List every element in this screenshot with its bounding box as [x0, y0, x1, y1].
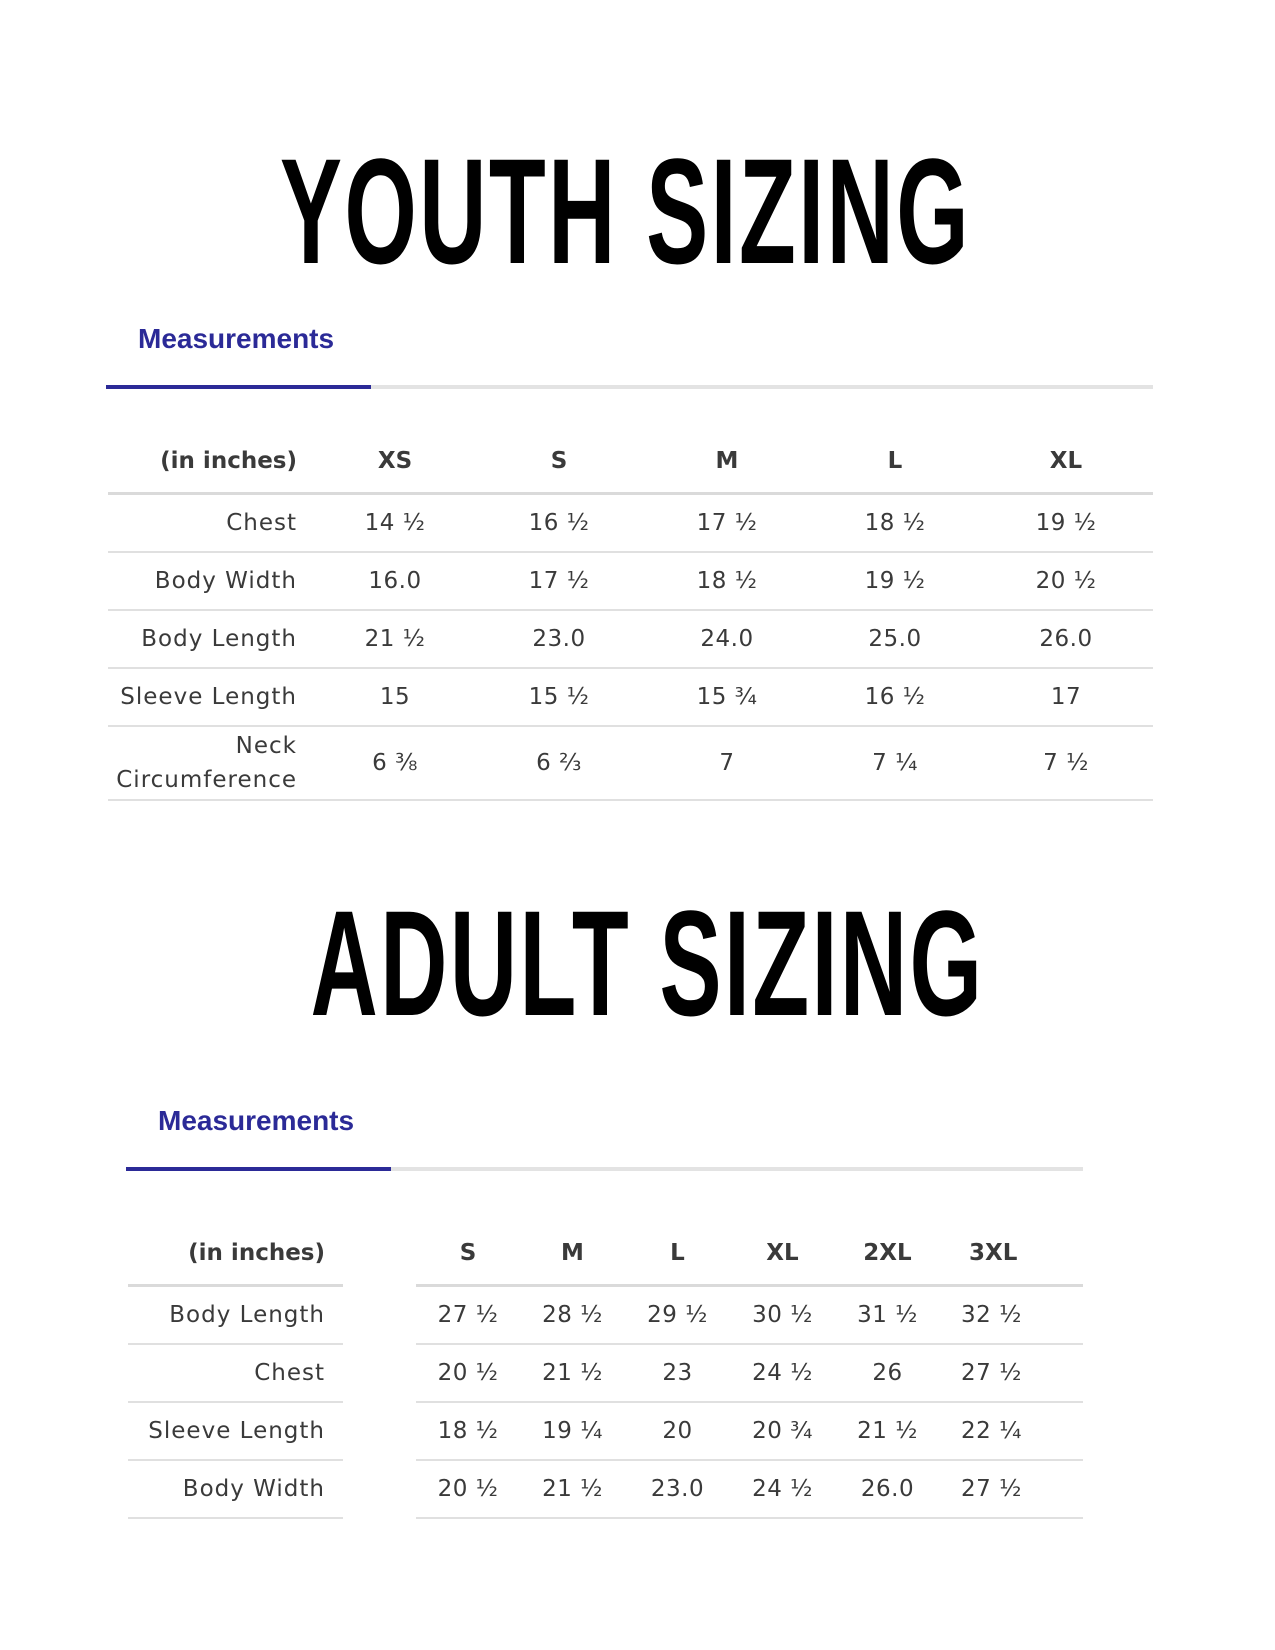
size-header-xl: XL [730, 1222, 835, 1286]
row-label: Sleeve Length [128, 1402, 343, 1460]
size-header-m: M [520, 1222, 625, 1286]
size-header-l: L [811, 430, 979, 494]
table-cell: 26 [835, 1344, 940, 1402]
table-cell: 24.0 [643, 610, 811, 668]
table-header-row [108, 430, 1153, 494]
youth-active-tab-indicator [106, 385, 371, 389]
size-header-xl: XL [979, 430, 1153, 494]
table-cell: 7 ½ [979, 726, 1153, 800]
table-cell: 21 ½ [520, 1460, 625, 1518]
row-label: Body Length [108, 610, 315, 668]
size-header-xs: XS [315, 430, 475, 494]
table-cell: 26.0 [979, 610, 1153, 668]
table-cell: 26.0 [835, 1460, 940, 1518]
table-cell: 21 ½ [520, 1344, 625, 1402]
row-label: Chest [128, 1344, 343, 1402]
youth-sizing-title: YOUTH SIZING [279, 127, 972, 295]
row-label: Body Width [128, 1460, 343, 1518]
table-cell: 17 [979, 668, 1153, 726]
unit-header: (in inches) [128, 1222, 343, 1286]
table-cell: 21 ½ [835, 1402, 940, 1460]
table-cell: 16.0 [315, 552, 475, 610]
table-row [108, 610, 1153, 668]
youth-measurements-tab[interactable]: Measurements [138, 323, 335, 354]
spacer [343, 1402, 416, 1460]
table-cell: 27 ½ [416, 1286, 520, 1345]
youth-size-table [108, 430, 1153, 801]
table-cell: 6 ⅔ [475, 726, 643, 800]
table-cell: 30 ½ [730, 1286, 835, 1345]
table-cell: 31 ½ [835, 1286, 940, 1345]
table-row [128, 1460, 1083, 1518]
table-row [108, 552, 1153, 610]
size-header-s: S [416, 1222, 520, 1286]
table-cell: 23.0 [625, 1460, 730, 1518]
spacer [343, 1286, 416, 1345]
table-row [108, 726, 1153, 800]
table-cell: 7 [643, 726, 811, 800]
table-cell: 27 ½ [940, 1344, 1083, 1402]
table-cell: 7 ¼ [811, 726, 979, 800]
table-row [108, 494, 1153, 553]
table-header-row [128, 1222, 1083, 1286]
table-cell: 24 ½ [730, 1344, 835, 1402]
row-label: Chest [108, 494, 315, 553]
table-row [128, 1402, 1083, 1460]
table-cell: 28 ½ [520, 1286, 625, 1345]
table-cell: 15 ¾ [643, 668, 811, 726]
table-cell: 14 ½ [315, 494, 475, 553]
spacer [343, 1222, 416, 1286]
adult-active-tab-indicator [126, 1167, 391, 1171]
size-header-s: S [475, 430, 643, 494]
table-cell: 24 ½ [730, 1460, 835, 1518]
table-cell: 20 ½ [416, 1460, 520, 1518]
table-cell: 6 ⅜ [315, 726, 475, 800]
table-cell: 20 ½ [416, 1344, 520, 1402]
adult-tab-underline [126, 1167, 1083, 1171]
size-header-m: M [643, 430, 811, 494]
table-cell: 20 [625, 1402, 730, 1460]
table-cell: 17 ½ [475, 552, 643, 610]
table-cell: 19 ½ [979, 494, 1153, 553]
row-label: Sleeve Length [108, 668, 315, 726]
table-row [128, 1286, 1083, 1345]
adult-size-table [128, 1222, 1083, 1519]
table-cell: 19 ¼ [520, 1402, 625, 1460]
row-label-line2: Circumference [116, 767, 297, 793]
table-cell: 27 ½ [940, 1460, 1083, 1518]
size-header-2xl: 2XL [835, 1222, 940, 1286]
row-label: Body Length [128, 1286, 343, 1345]
youth-tab-underline [106, 385, 1153, 389]
table-cell: 21 ½ [315, 610, 475, 668]
table-cell: 25.0 [811, 610, 979, 668]
table-row [108, 668, 1153, 726]
row-label: Body Width [108, 552, 315, 610]
table-cell: 18 ½ [811, 494, 979, 553]
table-cell: 16 ½ [811, 668, 979, 726]
size-header-l: L [625, 1222, 730, 1286]
table-cell: 17 ½ [643, 494, 811, 553]
adult-measurements-tab[interactable]: Measurements [158, 1105, 355, 1136]
size-header-3xl: 3XL [940, 1222, 1083, 1286]
table-cell: 20 ¾ [730, 1402, 835, 1460]
table-cell: 18 ½ [643, 552, 811, 610]
table-cell: 15 ½ [475, 668, 643, 726]
table-cell: 20 ½ [979, 552, 1153, 610]
adult-sizing-title: ADULT SIZING [310, 879, 985, 1047]
table-cell: 29 ½ [625, 1286, 730, 1345]
table-cell: 19 ½ [811, 552, 979, 610]
table-cell: 22 ¼ [940, 1402, 1083, 1460]
table-cell: 16 ½ [475, 494, 643, 553]
table-cell: 18 ½ [416, 1402, 520, 1460]
spacer [343, 1344, 416, 1402]
table-cell: 23.0 [475, 610, 643, 668]
row-label [108, 726, 315, 800]
table-cell: 15 [315, 668, 475, 726]
unit-header: (in inches) [108, 430, 315, 494]
table-row [128, 1344, 1083, 1402]
table-cell: 23 [625, 1344, 730, 1402]
spacer [343, 1460, 416, 1518]
row-label-line1: Neck [235, 733, 297, 759]
table-cell: 32 ½ [940, 1286, 1083, 1345]
